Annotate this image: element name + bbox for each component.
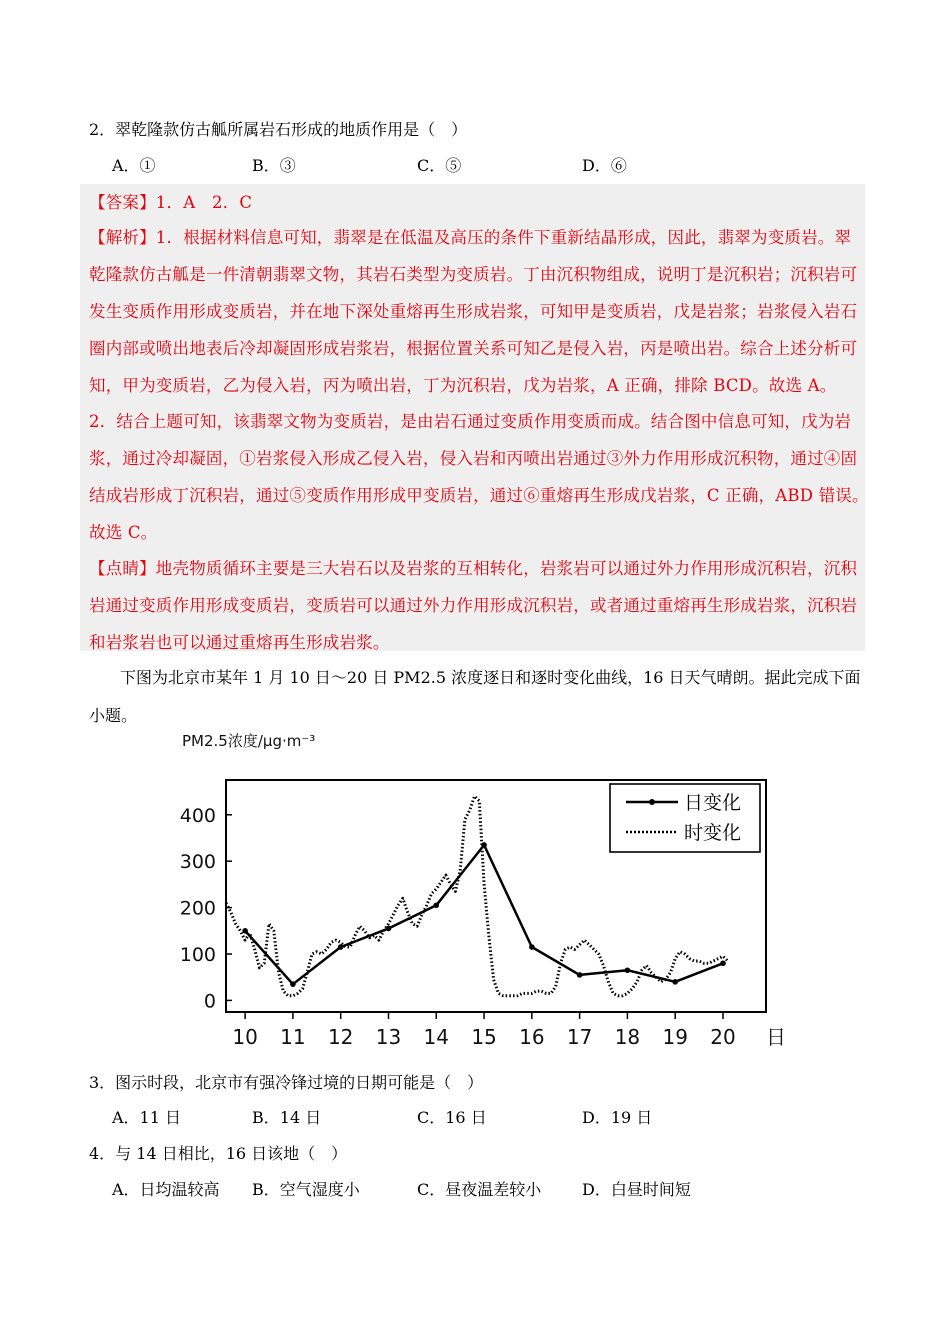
analysis-line-3: 发生变质作用形成变质岩，并在地下深处重熔再生形成岩浆，可知甲是变质岩，戊是岩浆；岩浆侵入岩石: [89, 302, 858, 321]
answer-line: 【答案】1．A 2．C: [89, 193, 253, 212]
analysis-line-8: 结成岩形成丁沉积岩，通过⑤变质作用形成甲变质岩，通过⑥重熔再生形成戊岩浆，C 正确，ABD 错误。: [89, 486, 869, 505]
pm25-chart-svg: [168, 726, 788, 1054]
series-daily-point-4: [433, 902, 439, 908]
y-tick-label-2: 200: [179, 897, 216, 920]
x-tick-label-0: 10: [232, 1025, 258, 1049]
series-daily-point-9: [672, 979, 678, 985]
pm25-chart: [168, 726, 788, 1054]
series-daily-point-3: [386, 926, 392, 932]
y-tick-label-0: 0: [203, 990, 216, 1013]
y-axis-label: PM2.5浓度/μg·m⁻³: [182, 732, 316, 750]
tip-line-3: 和岩浆岩也可以通过重熔再生形成岩浆。: [89, 633, 390, 652]
legend-hourly-label: 时变化: [684, 822, 742, 844]
analysis-line-1: 【解析】1．根据材料信息可知，翡翠是在低温及高压的条件下重新结晶形成，因此，翡翠为变质岩。翠: [89, 228, 852, 247]
series-daily: [242, 842, 725, 987]
intro-line-1: 下图为北京市某年 1 月 10 日～20 日 PM2.5 浓度逐日和逐时变化曲线，16 日天气晴朗。据此完成下面: [120, 668, 861, 687]
x-axis-unit-label: 日: [766, 1025, 786, 1049]
x-tick-label-3: 13: [375, 1025, 402, 1049]
series-daily-point-6: [529, 944, 535, 950]
q2-options: [112, 153, 732, 177]
q3-option-b: B．14 日: [252, 1108, 322, 1127]
series-daily-point-5: [481, 842, 487, 848]
q4-stem: 4．与 14 日相比，16 日该地（ ）: [89, 1144, 348, 1163]
x-tick-label-1: 11: [280, 1025, 306, 1049]
analysis-line-9: 故选 C。: [89, 523, 158, 542]
x-tick-label-10: 20: [710, 1025, 736, 1049]
tip-line-1: 【点睛】地壳物质循环主要是三大岩石以及岩浆的互相转化，岩浆岩可以通过外力作用形成沉积岩，沉积: [89, 559, 858, 578]
series-daily-point-1: [290, 981, 296, 987]
x-tick-label-6: 16: [519, 1025, 545, 1049]
series-daily-point-2: [338, 944, 344, 950]
x-tick-label-9: 19: [662, 1025, 688, 1049]
legend-daily-marker: [649, 799, 655, 805]
q2-option-c: C．⑤: [417, 156, 462, 175]
y-tick-label-3: 300: [179, 851, 216, 874]
analysis-line-7: 浆，通过冷却凝固，①岩浆侵入形成乙侵入岩，侵入岩和丙喷出岩通过③外力作用形成沉积物，通过④固: [89, 449, 858, 468]
x-tick-label-4: 14: [423, 1025, 449, 1049]
y-ticks: [180, 805, 232, 1013]
y-tick-label-1: 100: [179, 944, 216, 966]
legend-daily-label: 日变化: [684, 792, 742, 814]
q3-options: [112, 1105, 732, 1129]
analysis-line-2: 乾隆款仿古觚是一件清朝翡翠文物，其岩石类型为变质岩。丁由沉积物组成，说明丁是沉积岩；沉积岩可: [89, 265, 858, 284]
series-daily-point-8: [625, 967, 631, 973]
q2-option-a: A．①: [112, 156, 156, 175]
series-daily-point-0: [242, 928, 248, 934]
q4-option-d: D．白昼时间短: [582, 1180, 691, 1199]
q2-option-b: B．③: [252, 156, 296, 175]
q3-option-d: D．19 日: [582, 1108, 653, 1127]
series-daily-point-10: [720, 960, 726, 966]
q2-option-d: D．⑥: [582, 156, 627, 175]
x-tick-label-7: 17: [566, 1025, 593, 1049]
x-tick-label-2: 12: [327, 1025, 354, 1049]
q2-stem: 2．翠乾隆款仿古觚所属岩石形成的地质作用是（ ）: [89, 120, 468, 139]
analysis-line-4: 圈内部或喷出地表后冷却凝固形成岩浆岩，根据位置关系可知乙是侵入岩，丙是喷出岩。综合上述分析可: [89, 339, 858, 358]
q4-options: [112, 1177, 732, 1201]
q3-option-c: C．16 日: [417, 1108, 487, 1127]
intro-line-2: 小题。: [89, 706, 138, 725]
q4-option-b: B．空气湿度小: [252, 1180, 360, 1199]
x-ticks: [232, 1012, 735, 1049]
legend: [610, 784, 760, 852]
analysis-line-6: 2．结合上题可知，该翡翠文物为变质岩，是由岩石通过变质作用变质而成。结合图中信息可知，戊为岩: [89, 412, 852, 431]
y-tick-label-4: 400: [179, 804, 216, 827]
analysis-line-5: 知，甲为变质岩，乙为侵入岩，丙为喷出岩，丁为沉积岩，戊为岩浆，A 正确，排除 BCD。故选 A。: [89, 376, 837, 395]
series-daily-point-7: [577, 972, 583, 978]
q4-option-a: A．日均温较高: [112, 1180, 220, 1199]
tip-line-2: 岩通过变质作用形成变质岩，变质岩可以通过外力作用形成沉积岩，或者通过重熔再生形成岩浆，沉积岩: [89, 596, 858, 615]
x-tick-label-8: 18: [614, 1025, 641, 1049]
x-tick-label-5: 15: [471, 1025, 497, 1049]
q3-option-a: A．11 日: [112, 1108, 182, 1127]
q4-option-c: C．昼夜温差较小: [417, 1180, 542, 1199]
q3-stem: 3．图示时段，北京市有强冷锋过境的日期可能是（ ）: [89, 1073, 484, 1092]
